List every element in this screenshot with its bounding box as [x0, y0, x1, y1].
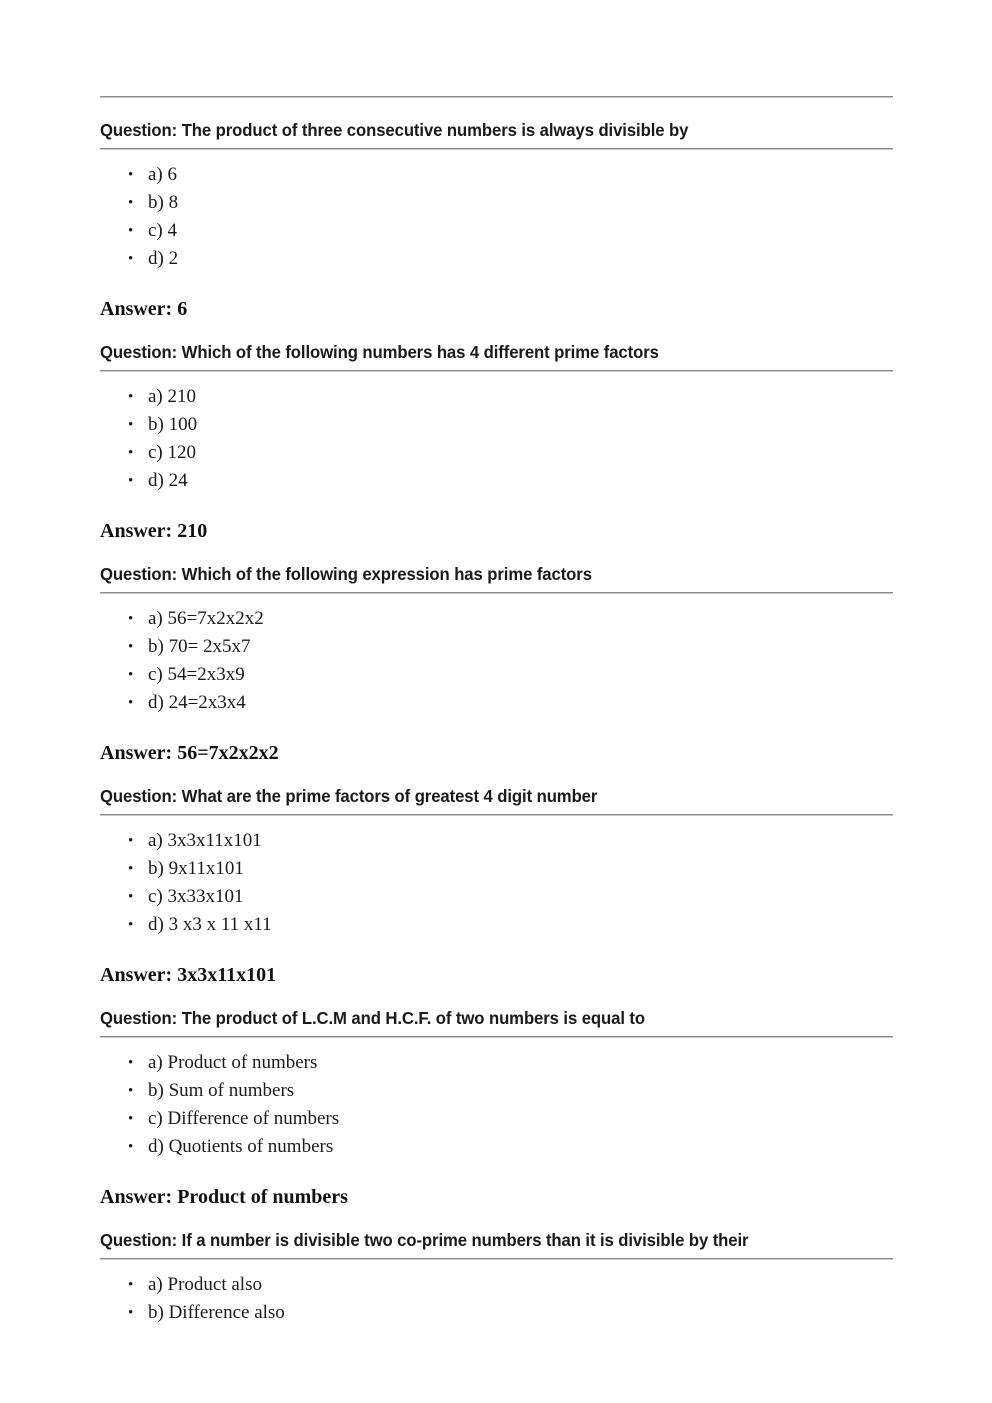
- spacer: [100, 1260, 893, 1271]
- answer-line: Answer: 56=7x2x2x2: [100, 742, 279, 764]
- option-item[interactable]: [100, 383, 893, 411]
- spacer: [100, 939, 893, 963]
- spacer: [100, 987, 893, 1008]
- bullet-icon: •: [128, 223, 134, 239]
- option-label: b) 70= 2x5x7: [148, 636, 251, 657]
- option-label: a) 6: [148, 164, 178, 185]
- question-heading: Question: What are the prime factors of greatest 4 digit number: [100, 786, 598, 806]
- spacer: [100, 372, 893, 383]
- question-block: [100, 1008, 893, 1209]
- option-label: c) 4: [148, 220, 178, 241]
- question-list: [100, 120, 893, 1343]
- bullet-icon: •: [128, 389, 134, 405]
- option-item[interactable]: [100, 855, 893, 883]
- option-label: d) 24=2x3x4: [148, 692, 246, 713]
- spacer: [100, 1038, 893, 1049]
- option-item[interactable]: [100, 189, 893, 217]
- option-list: [100, 1271, 893, 1327]
- spacer: [100, 717, 893, 741]
- option-item[interactable]: [100, 605, 893, 633]
- question-heading: Question: Which of the following expression has prime factors: [100, 564, 592, 584]
- option-item[interactable]: [100, 1077, 893, 1105]
- bullet-icon: •: [128, 889, 134, 905]
- option-item[interactable]: [100, 217, 893, 245]
- question-block: [100, 342, 893, 543]
- spacer: [100, 765, 893, 786]
- option-item[interactable]: [100, 1049, 893, 1077]
- bullet-icon: •: [128, 833, 134, 849]
- option-label: c) 54=2x3x9: [148, 664, 245, 685]
- option-item[interactable]: [100, 1133, 893, 1161]
- option-label: d) 24: [148, 470, 188, 491]
- bullet-icon: •: [128, 1277, 134, 1293]
- question-block: [100, 1230, 893, 1343]
- option-list: [100, 827, 893, 939]
- bullet-icon: •: [128, 695, 134, 711]
- bullet-icon: •: [128, 917, 134, 933]
- answer-line: Answer: 3x3x11x101: [100, 964, 277, 986]
- answer-line: Answer: 210: [100, 520, 208, 542]
- option-list: [100, 605, 893, 717]
- spacer: [100, 321, 893, 342]
- option-label: a) Product of numbers: [148, 1052, 318, 1073]
- spacer: [100, 1161, 893, 1185]
- spacer: [100, 594, 893, 605]
- option-item[interactable]: [100, 1271, 893, 1299]
- option-label: a) 3x3x11x101: [148, 830, 262, 851]
- document-content: [100, 96, 893, 1343]
- option-item[interactable]: [100, 467, 893, 495]
- option-item[interactable]: [100, 439, 893, 467]
- option-item[interactable]: [100, 883, 893, 911]
- option-label: a) 210: [148, 386, 197, 407]
- spacer: [100, 150, 893, 161]
- question-block: [100, 564, 893, 765]
- spacer: [100, 495, 893, 519]
- option-list: [100, 383, 893, 495]
- option-label: b) Sum of numbers: [148, 1080, 295, 1101]
- bullet-icon: •: [128, 251, 134, 267]
- answer-line: Answer: Product of numbers: [100, 1186, 348, 1208]
- option-list: [100, 1049, 893, 1161]
- question-heading: Question: If a number is divisible two co-prime numbers than it is divisible by their: [100, 1230, 749, 1250]
- option-label: c) 3x33x101: [148, 886, 244, 907]
- option-item[interactable]: [100, 411, 893, 439]
- spacer: [100, 1209, 893, 1230]
- bullet-icon: •: [128, 167, 134, 183]
- option-item[interactable]: [100, 911, 893, 939]
- bullet-icon: •: [128, 417, 134, 433]
- spacer: [100, 816, 893, 827]
- option-label: d) 2: [148, 248, 179, 269]
- option-item[interactable]: [100, 827, 893, 855]
- bullet-icon: •: [128, 1111, 134, 1127]
- option-item[interactable]: [100, 661, 893, 689]
- option-label: a) 56=7x2x2x2: [148, 608, 264, 629]
- option-label: d) Quotients of numbers: [148, 1136, 334, 1157]
- bullet-icon: •: [128, 1083, 134, 1099]
- option-label: a) Product also: [148, 1274, 262, 1295]
- question-heading: Question: Which of the following numbers has 4 different prime factors: [100, 342, 659, 362]
- bullet-icon: •: [128, 1055, 134, 1071]
- option-list: [100, 161, 893, 273]
- bullet-icon: •: [128, 611, 134, 627]
- spacer: [100, 543, 893, 564]
- option-label: b) 100: [148, 414, 198, 435]
- option-item[interactable]: [100, 633, 893, 661]
- question-heading: Question: The product of L.C.M and H.C.F. of two numbers is equal to: [100, 1008, 646, 1028]
- bullet-icon: •: [128, 445, 134, 461]
- option-label: c) Difference of numbers: [148, 1108, 340, 1129]
- page-top-divider: [100, 96, 893, 98]
- question-block: [100, 786, 893, 987]
- option-label: d) 3 x3 x 11 x11: [148, 914, 272, 935]
- option-label: b) Difference also: [148, 1302, 285, 1323]
- answer-line: Answer: 6: [100, 298, 188, 320]
- option-item[interactable]: [100, 689, 893, 717]
- option-item[interactable]: [100, 1105, 893, 1133]
- bullet-icon: •: [128, 639, 134, 655]
- spacer: [100, 1327, 893, 1343]
- option-label: b) 9x11x101: [148, 858, 244, 879]
- option-item[interactable]: [100, 1299, 893, 1327]
- option-label: c) 120: [148, 442, 197, 463]
- question-heading: Question: The product of three consecutive numbers is always divisible by: [100, 120, 689, 140]
- bullet-icon: •: [128, 195, 134, 211]
- option-label: b) 8: [148, 192, 179, 213]
- question-block: [100, 120, 893, 321]
- bullet-icon: •: [128, 473, 134, 489]
- bullet-icon: •: [128, 1139, 134, 1155]
- option-item[interactable]: [100, 161, 893, 189]
- bullet-icon: •: [128, 1305, 134, 1321]
- option-item[interactable]: [100, 245, 893, 273]
- bullet-icon: •: [128, 861, 134, 877]
- spacer: [100, 273, 893, 297]
- bullet-icon: •: [128, 667, 134, 683]
